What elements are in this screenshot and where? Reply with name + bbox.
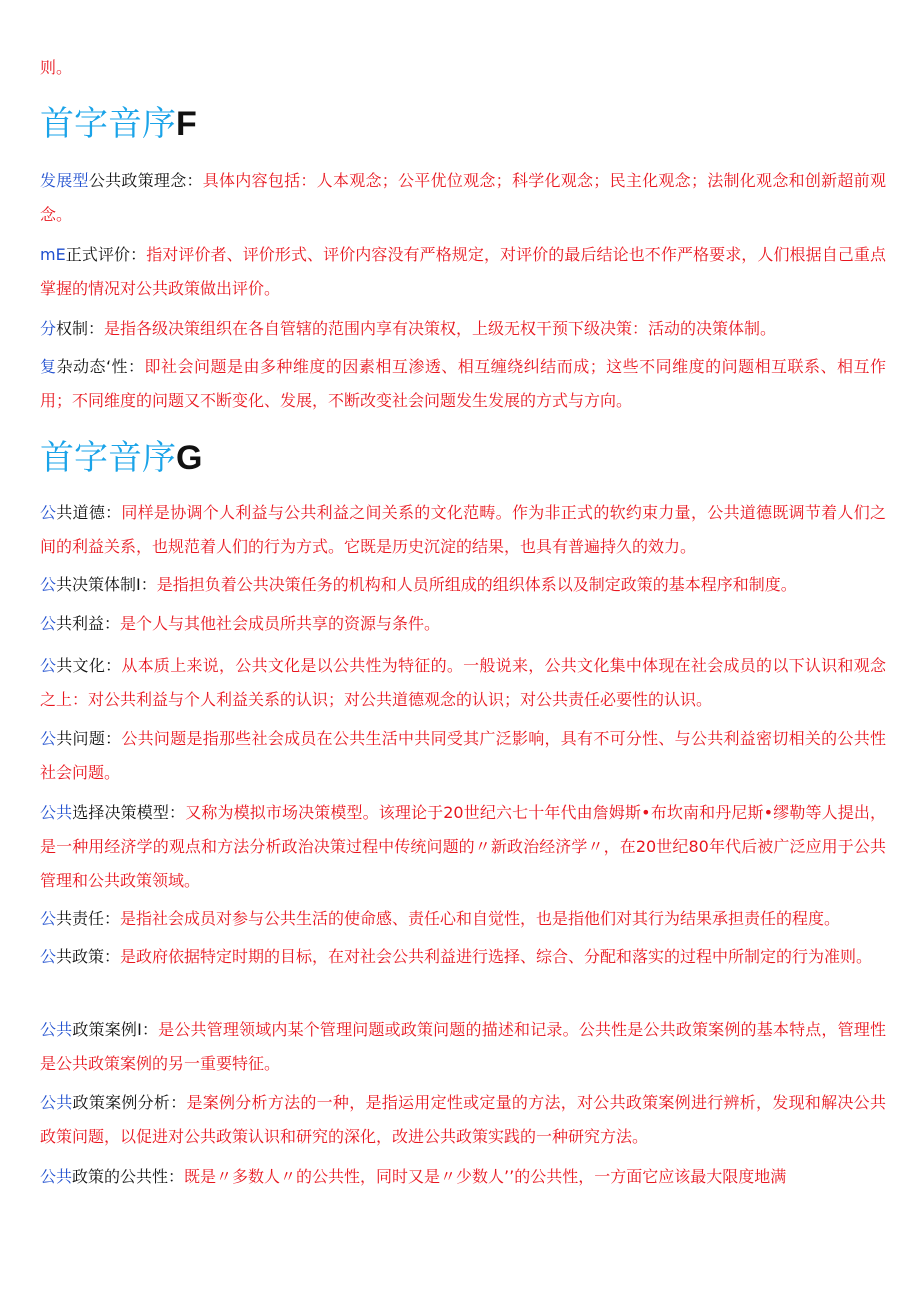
entry-term-lead: mE	[40, 245, 66, 264]
entry-colon: ：	[105, 503, 122, 522]
entry-definition: 是指各级决策组织在各自管辖的范围内享有决策权，上级无权干预下级决策：活动的决策体制。	[104, 319, 777, 338]
entry-term-lead: 公	[40, 575, 57, 594]
entry-definition: 是指社会成员对参与公共生活的使命感、责任心和自觉性，也是指他们对其行为结果承担责任的程度。	[120, 909, 841, 928]
entry-colon: ：	[168, 1167, 185, 1186]
entry-term: 共决策体制I	[56, 575, 141, 594]
entry-term-lead: 发展型	[40, 171, 89, 190]
entry-colon: ：	[170, 1093, 187, 1112]
entry-term: 共责任	[56, 909, 105, 928]
entry-colon: ：	[104, 614, 121, 633]
entry-term-lead: 公共	[40, 1093, 73, 1112]
glossary-entry	[40, 568, 886, 602]
entry-colon: ：	[169, 803, 186, 822]
entry-term: 政策的公共性	[72, 1167, 169, 1186]
entry-term-lead: 公共	[40, 1020, 73, 1039]
entry-term: 共利益	[56, 614, 105, 633]
entry-term: 政策案例分析	[72, 1093, 171, 1112]
entry-definition: 是案例分析方法的一种，是指运用定性或定量的方法，对公共政策案例进行辨析，发现和解决公共政策问题，以促进对公共政策认识和研究的深化，改进公共政策实践的一种研究方法。	[40, 1093, 886, 1146]
entry-term: 选择决策模型	[72, 803, 170, 822]
entry-colon: ：	[140, 575, 157, 594]
section-heading-g	[40, 436, 202, 480]
glossary-entry	[40, 1160, 886, 1194]
entry-colon: ：	[186, 171, 203, 190]
entry-term: 公共政策理念	[88, 171, 187, 190]
entry-term: 共问题	[56, 729, 106, 748]
entry-colon: ：	[104, 947, 121, 966]
entry-definition: 公共问题是指那些社会成员在公共生活中共同受其广泛影响，具有不可分性、与公共利益密切相关的公共性社会问题。	[40, 729, 886, 782]
entry-colon: ：	[105, 729, 122, 748]
top-fragment: 则。	[40, 58, 73, 77]
entry-term: 正式评价	[65, 245, 131, 264]
entry-term-lead: 公共	[40, 1167, 73, 1186]
glossary-entry	[40, 796, 886, 898]
heading-text: 首字音序	[40, 104, 176, 144]
glossary-entry	[40, 238, 886, 306]
entry-term-lead: 公	[40, 909, 57, 928]
entry-definition: 具体内容包括：人本观念；公平优位观念；科学化观念；民主化观念；法制化观念和创新超前观念。	[40, 171, 886, 224]
glossary-entry	[40, 607, 886, 641]
glossary-entry	[40, 1013, 886, 1081]
entry-definition: 是个人与其他社会成员所共享的资源与条件。	[120, 614, 441, 633]
entry-term: 共政策	[56, 947, 105, 966]
entry-definition: 既是〃多数人〃的公共性，同时又是〃少数人’’的公共性，一方面它应该最大限度地满	[184, 1167, 787, 1186]
glossary-entry	[40, 902, 886, 936]
heading-letter: G	[176, 439, 203, 477]
entry-term: 权制	[56, 319, 89, 338]
entry-definition: 是公共管理领域内某个管理问题或政策问题的描述和记录。公共性是公共政策案例的基本特点，管理性是公共政策案例的另一重要特征。	[40, 1020, 886, 1073]
entry-term-lead: 公	[40, 503, 57, 522]
entry-term: 共文化	[56, 656, 106, 675]
entry-definition: 指对评价者、评价形式、评价内容没有严格规定，对评价的最后结论也不作严格要求，人们根据自己重点掌握的情况对公共政策做出评价。	[40, 245, 886, 298]
entry-term: 政策案例I	[72, 1020, 142, 1039]
glossary-entry	[40, 649, 886, 717]
glossary-entry	[40, 1086, 886, 1154]
entry-definition: 是指担负着公共决策任务的机构和人员所组成的组织体系以及制定政策的基本程序和制度。	[156, 575, 797, 594]
entry-definition: 同样是协调个人利益与公共利益之间关系的文化范畴。作为非正式的软约束力量，公共道德既调节着人们之间的利益关系，也规范着人们的行为方式。它既是历史沉淀的结果，也具有普遍持久的效力。	[40, 503, 886, 556]
glossary-entry	[40, 312, 886, 346]
heading-text: 首字音序	[40, 438, 176, 478]
glossary-entry	[40, 350, 886, 418]
entry-term: 杂动态‘性	[56, 357, 129, 376]
entry-term-lead: 公	[40, 729, 57, 748]
heading-letter: F	[176, 105, 197, 143]
entry-definition: 即社会问题是由多种维度的因素相互渗透、相互缠绕纠结而成；这些不同维度的问题相互联系、相互作用；不同维度的问题又不断变化、发展，不断改变社会问题发生发展的方式与方向。	[40, 357, 886, 410]
entry-colon: ：	[128, 357, 145, 376]
glossary-entry	[40, 496, 886, 564]
entry-colon: ：	[105, 656, 122, 675]
entry-term-lead: 公	[40, 656, 57, 675]
entry-term-lead: 公共	[40, 803, 73, 822]
entry-term-lead: 复	[40, 357, 57, 376]
entry-term-lead: 公	[40, 947, 57, 966]
section-heading-f	[40, 102, 197, 146]
glossary-entry	[40, 940, 886, 974]
glossary-entry	[40, 722, 886, 790]
entry-colon: ：	[104, 909, 121, 928]
entry-definition: 是政府依据特定时期的目标，在对社会公共利益进行选择、综合、分配和落实的过程中所制定的行为准则。	[120, 947, 873, 966]
entry-colon: ：	[141, 1020, 159, 1039]
entry-colon: ：	[130, 245, 147, 264]
entry-definition: 又称为模拟市场决策模型。该理论于20世纪六七十年代由詹姆斯•布坎南和丹尼斯•缪勒等人提出，是一种用经济学的观点和方法分析政治决策过程中传统问题的〃新政治经济学〃，在20世纪80年代后被广泛应用于公共管理和公共政策领域。	[40, 803, 886, 890]
entry-term-lead: 公	[40, 614, 57, 633]
glossary-entry	[40, 164, 886, 232]
entry-term: 共道德	[56, 503, 106, 522]
entry-term-lead: 分	[40, 319, 57, 338]
entry-definition: 从本质上来说，公共文化是以公共性为特征的。一般说来，公共文化集中体现在社会成员的以下认识和观念之上：对公共利益与个人利益关系的认识；对公共道德观念的认识；对公共责任必要性的认识。	[40, 656, 886, 709]
entry-colon: ：	[88, 319, 105, 338]
